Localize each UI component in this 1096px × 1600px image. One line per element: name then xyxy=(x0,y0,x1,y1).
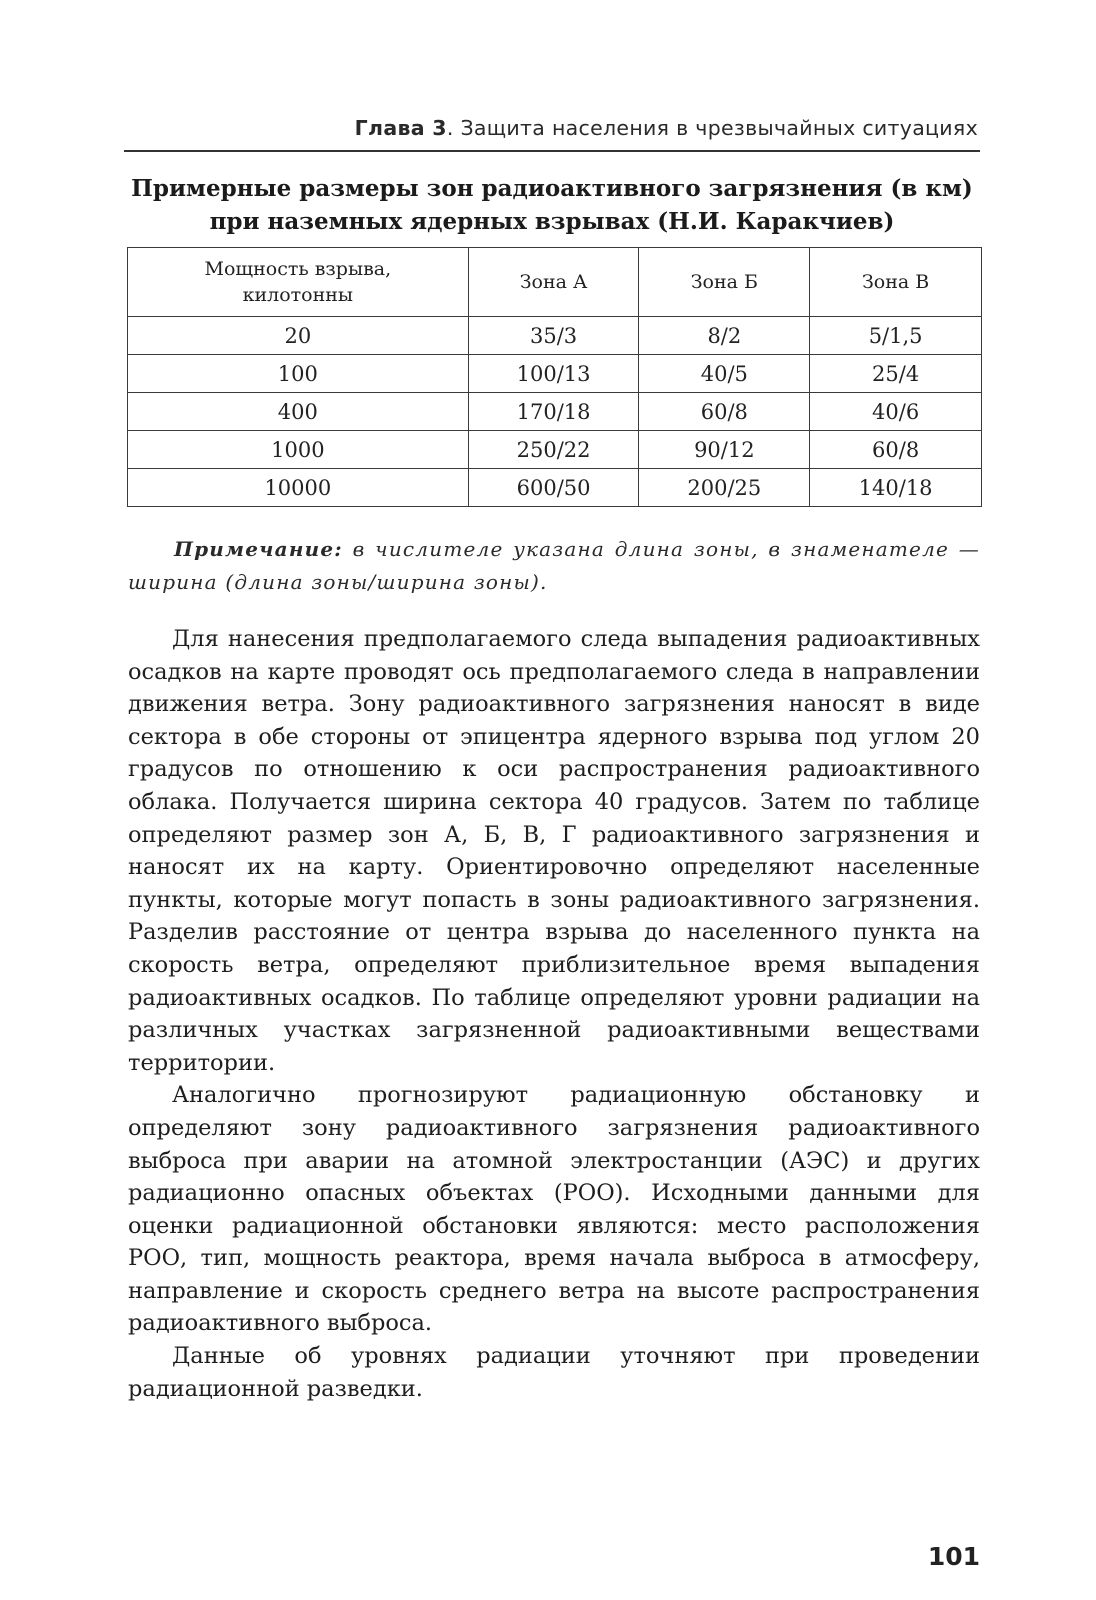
table-row xyxy=(128,317,982,355)
paragraph-1: Для нанесения предполагаемого следа выпадения радиоактивных осадков на карте проводят ось предполагаемого следа в направлении движения ветра. Зону радиоактивного загрязнения наносят в виде сектора в обе стороны от эпицентра ядерного взрыва под углом 20 градусов по отношению к оси распространения радиоактивного облака. Получается ширина сектора 40 градусов. Затем по таблице определяют размер зон А, Б, В, Г радиоактивного загрязнения и наносят их на карту. Ориентировочно определяют населенные пункты, которые могут попасть в зоны радиоактивного загрязнения. Разделив расстояние от центра взрыва до населенного пункта на скорость ветра, определяют приблизительное время выпадения радиоактивных осадков. По таблице определяют уровни радиации на различных участках загрязненной радиоактивными веществами территории. xyxy=(128,626,980,1076)
header-zone-v: Зона В xyxy=(810,248,982,317)
body-text xyxy=(128,623,980,1405)
table-note xyxy=(128,533,980,599)
cell-power: 20 xyxy=(128,317,469,355)
cell-zone-a: 100/13 xyxy=(468,355,639,393)
cell-zone-a: 250/22 xyxy=(468,431,639,469)
cell-zone-b: 40/5 xyxy=(639,355,810,393)
cell-zone-v: 40/6 xyxy=(810,393,982,431)
table-title-line-2: при наземных ядерных взрывах (Н.И. Каракчиев) xyxy=(209,208,895,235)
zones-table xyxy=(127,247,982,507)
cell-zone-v: 60/8 xyxy=(810,431,982,469)
chapter-label: Глава 3 xyxy=(354,116,447,140)
chapter-title: . Защита населения в чрезвычайных ситуациях xyxy=(446,116,978,140)
cell-power: 1000 xyxy=(128,431,469,469)
note-label: Примечание: xyxy=(174,537,343,561)
cell-zone-a: 600/50 xyxy=(468,469,639,507)
page-number: 101 xyxy=(927,1542,980,1571)
cell-zone-v: 5/1,5 xyxy=(810,317,982,355)
cell-zone-b: 200/25 xyxy=(639,469,810,507)
running-header xyxy=(124,116,978,140)
paragraph-2: Аналогично прогнозируют радиационную обстановку и определяют зону радиоактивного загрязнения радиоактивного выброса при аварии на атомной электростанции (АЭС) и других радиационно опасных объектах (РОО). Исходными данными для оценки радиационной обстановки являются: место расположения РОО, тип, мощность реактора, время начала выброса в атмосферу, направление и скорость среднего ветра на высоте распространения радиоактивного выброса. xyxy=(128,1082,980,1337)
table-row xyxy=(128,355,982,393)
cell-zone-a: 35/3 xyxy=(468,317,639,355)
note-text: в числителе указана длина зоны, в знаменателе — ширина (длина зоны/ширина зоны). xyxy=(128,537,980,594)
cell-zone-v: 25/4 xyxy=(810,355,982,393)
cell-zone-b: 8/2 xyxy=(639,317,810,355)
header-zone-b: Зона Б xyxy=(639,248,810,317)
header-power: Мощность взрыва, килотонны xyxy=(128,248,469,317)
cell-zone-a: 170/18 xyxy=(468,393,639,431)
cell-zone-v: 140/18 xyxy=(810,469,982,507)
header-zone-a: Зона А xyxy=(468,248,639,317)
cell-power: 10000 xyxy=(128,469,469,507)
header-rule xyxy=(124,150,980,152)
table-title-line-1: Примерные размеры зон радиоактивного загрязнения (в км) xyxy=(131,175,973,202)
cell-power: 400 xyxy=(128,393,469,431)
table-header-row xyxy=(128,248,982,317)
paragraph-3: Данные об уровнях радиации уточняют при проведении радиационной разведки. xyxy=(128,1343,980,1402)
cell-zone-b: 60/8 xyxy=(639,393,810,431)
cell-zone-b: 90/12 xyxy=(639,431,810,469)
table-row xyxy=(128,431,982,469)
table-title xyxy=(124,172,980,238)
table-row xyxy=(128,469,982,507)
table-row xyxy=(128,393,982,431)
cell-power: 100 xyxy=(128,355,469,393)
